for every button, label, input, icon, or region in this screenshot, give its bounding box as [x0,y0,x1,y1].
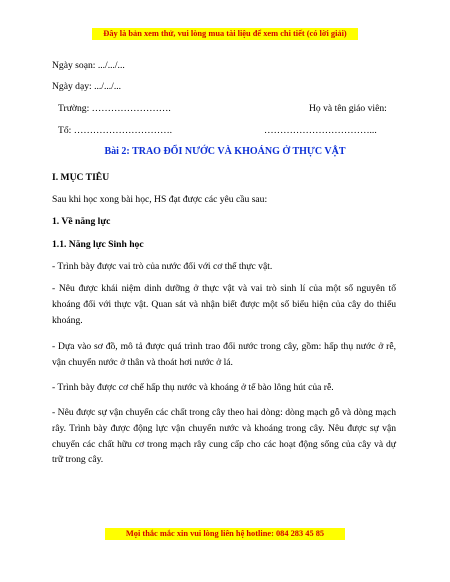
group-dots: ……………………………... [264,125,377,136]
paragraph: - Trình bày được cơ chế hấp thụ nước và khoáng ở tế bào lông hút của rễ. [52,382,334,393]
school-field: Trường: ……………………. [58,103,171,114]
date-prepared: Ngày soạn: .../.../... [52,60,125,71]
hotline-banner: Mọi thắc mắc xin vui lòng liên hệ hotline: 084 283 45 85 [105,528,345,540]
section-heading: I. MỤC TIÊU [52,172,110,183]
subsection-heading: 1. Về năng lực [52,216,111,227]
lesson-title: Bài 2: TRAO ĐỔI NƯỚC VÀ KHOÁNG Ở THỰC VẬT [104,146,346,157]
paragraph: - Nêu được sự vận chuyển các chất trong cây theo hai dòng: dòng mạch gỗ và dòng mạch rây. Trình bày được động lực vận chuyển nước và khoáng trong cây. Nêu được sự vận chuyển các chất hữu cơ trong mạch rây cung cấp cho các hoạt động sống của cây và dự trữ trong cây. [52,407,396,466]
intro-text: Sau khi học xong bài học, HS đạt được các yêu cầu sau: [52,194,268,205]
subsection-heading-1-1: 1.1. Năng lực Sinh học [52,239,144,250]
paragraph: - Trình bày được vai trò của nước đối với cơ thể thực vật. [52,261,273,272]
group-field: Tổ: …………………………. [58,125,173,136]
date-taught: Ngày dạy: .../.../... [52,81,122,92]
paragraph: - Nêu được khái niệm dinh dưỡng ở thực vật và vai trò sinh lí của một số nguyên tố khoáng đối với thực vật. Quan sát và nhận biết được một số biểu hiện của cây do thiếu khoáng. [52,283,396,326]
paragraph: - Dựa vào sơ đồ, mô tả được quá trình trao đổi nước trong cây, gồm: hấp thụ nước ở rễ, vận chuyển nước ở thân và thoát hơi nước ở lá. [52,341,396,368]
preview-notice-banner: Đây là bản xem thử, vui lòng mua tài liệu để xem chi tiết (có lời giải) [92,28,358,40]
teacher-name-field: Họ và tên giáo viên: [309,103,387,114]
